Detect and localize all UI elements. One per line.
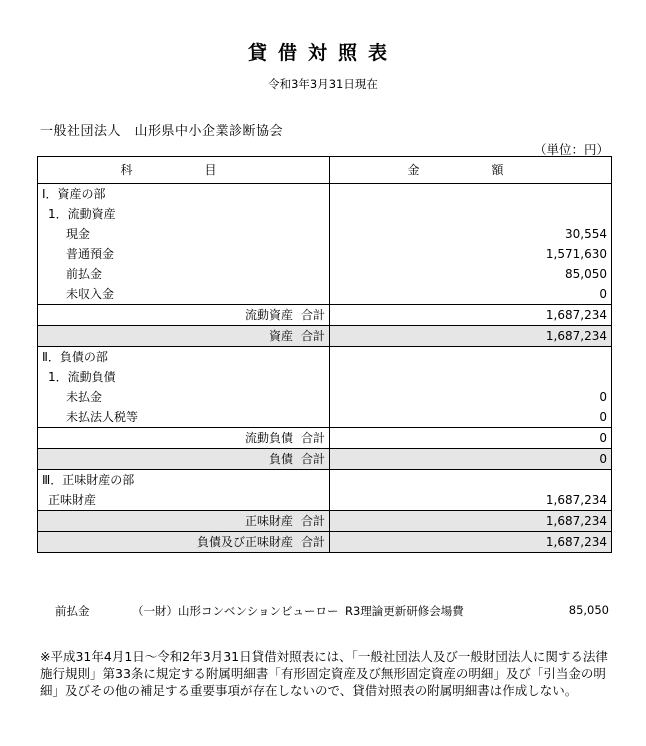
row-label: 資産 合計 xyxy=(38,326,330,347)
row-amount: 1,687,234 xyxy=(330,532,612,553)
row-amount: 1,687,234 xyxy=(330,511,612,532)
detail-payee: （一財）山形コンベンションビューロー xyxy=(132,604,339,618)
subtotal-current-assets xyxy=(38,305,612,326)
row-label: 負債及び正味財産 合計 xyxy=(38,532,330,553)
section-assets xyxy=(38,184,612,205)
table-row-tax-payable xyxy=(38,407,612,428)
row-label: 流動負債 合計 xyxy=(38,428,330,449)
row-label: 普通預金 xyxy=(38,244,330,264)
table-row-receivable xyxy=(38,284,612,305)
row-label: 未払法人税等 xyxy=(38,407,330,428)
row-label: 負債 合計 xyxy=(38,449,330,470)
table-row-net-assets xyxy=(38,490,612,511)
row-label: Ⅱ．負債の部 xyxy=(38,347,330,368)
row-label: 1．流動資産 xyxy=(38,204,330,224)
subsection-current-assets xyxy=(38,204,612,224)
header-amount: 金 額 xyxy=(330,157,612,184)
table-row-cash xyxy=(38,224,612,244)
total-liabilities-and-net-assets xyxy=(38,532,612,553)
table-row-prepaid xyxy=(38,264,612,284)
row-amount: 0 xyxy=(330,428,612,449)
section-net-assets xyxy=(38,470,612,491)
row-label: 流動資産 合計 xyxy=(38,305,330,326)
subsection-current-liabilities xyxy=(38,367,612,387)
row-amount: 1,687,234 xyxy=(330,305,612,326)
row-amount xyxy=(330,204,612,224)
row-amount xyxy=(330,367,612,387)
unit-label: （単位：円） xyxy=(533,142,609,157)
row-amount xyxy=(330,184,612,205)
row-amount: 85,050 xyxy=(330,264,612,284)
row-label: 正味財産 合計 xyxy=(38,511,330,532)
row-amount xyxy=(330,347,612,368)
detail-amount: 85,050 xyxy=(568,603,609,617)
document-title: 貸借対照表 xyxy=(247,42,398,64)
row-amount: 0 xyxy=(330,407,612,428)
row-amount: 0 xyxy=(330,449,612,470)
row-amount: 1,687,234 xyxy=(330,490,612,511)
row-label: 前払金 xyxy=(38,264,330,284)
balance-sheet-table xyxy=(37,156,612,553)
row-label: Ⅰ．資産の部 xyxy=(38,184,330,205)
row-amount: 30,554 xyxy=(330,224,612,244)
footnote: ※平成31年4月1日～令和2年3月31日貸借対照表には、「一般社団法人及び一般財団法人に関する法律施行規則」第33条に規定する附属明細書「有形固定資産及び無形固定資産の明細」及び「引当金の明細」及びその他の補足する重要事項が存在しないので、貸借対照表の附属明細書は作成しない。 xyxy=(40,649,608,698)
row-amount: 1,687,234 xyxy=(330,326,612,347)
row-label: 正味財産 xyxy=(38,490,330,511)
table-header-row xyxy=(38,157,612,184)
table-row-deposit xyxy=(38,244,612,264)
row-label: 未払金 xyxy=(38,387,330,407)
total-liabilities xyxy=(38,449,612,470)
header-item: 科 目 xyxy=(38,157,330,184)
as-of-date: 令和3年3月31日現在 xyxy=(268,77,378,91)
row-label: 現金 xyxy=(38,224,330,244)
row-amount: 1,571,630 xyxy=(330,244,612,264)
row-amount: 0 xyxy=(330,387,612,407)
subtotal-current-liabilities xyxy=(38,428,612,449)
row-amount: 0 xyxy=(330,284,612,305)
row-label: 未収入金 xyxy=(38,284,330,305)
row-amount xyxy=(330,470,612,491)
section-liabilities xyxy=(38,347,612,368)
total-assets xyxy=(38,326,612,347)
row-label: Ⅲ．正味財産の部 xyxy=(38,470,330,491)
detail-purpose: R3理論更新研修会場費 xyxy=(345,604,464,618)
table-row-payable xyxy=(38,387,612,407)
organization-name: 一般社団法人 山形県中小企業診断協会 xyxy=(40,124,284,139)
total-net-assets xyxy=(38,511,612,532)
detail-item: 前払金 xyxy=(55,604,90,618)
row-label: 1．流動負債 xyxy=(38,367,330,387)
